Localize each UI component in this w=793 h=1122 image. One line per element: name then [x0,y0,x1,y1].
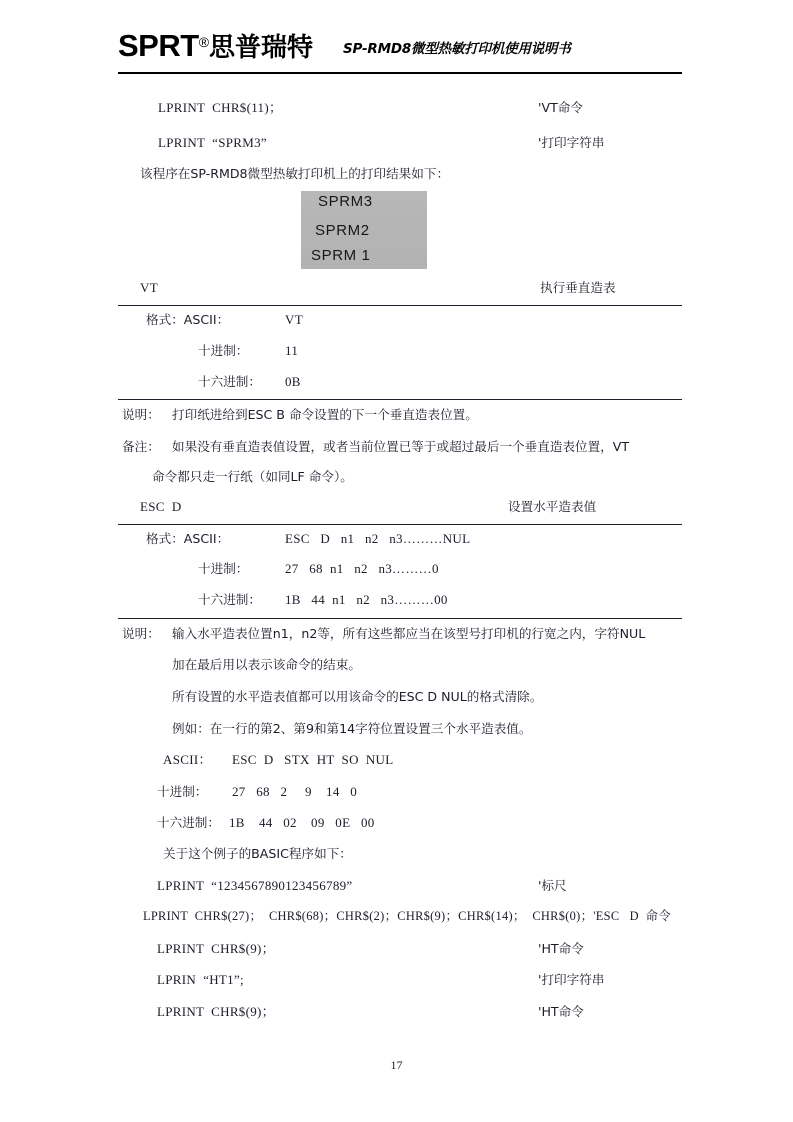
escd-hex-row: 1B 44 n1 n2 n3………00 [285,592,448,607]
escd-note-line-2: 加在最后用以表示该命令的结束。 [172,657,361,672]
escd-note-label: 说明： [122,626,160,641]
vt-note-label: 说明： [122,407,160,422]
basic-comment-ht-2: 'HT命令 [538,1004,584,1019]
escd-example-hex-label: 十六进制： [157,815,220,830]
escd-example-hex-value: 1B 44 02 09 0E 00 [229,815,375,830]
vt-header-divider [118,305,682,306]
escd-ascii-row: ESC D n1 n2 n3………NUL [285,531,471,546]
basic-code-line-3: LPRINT CHR$(9)； [157,941,275,956]
vt-hex-label: 十六进制： [198,374,261,389]
sample-text-line-3: SPRM3 [318,193,373,210]
escd-basic-intro: 关于这个例子的BASIC程序如下： [163,846,352,861]
basic-comment-print-string: '打印字符串 [538,972,605,987]
vt-ascii-value: VT [285,312,303,327]
printed-sample-image [301,191,427,269]
code-line-lprint-sprm3: LPRINT “SPRM3” [158,135,267,150]
basic-code-line-5: LPRINT CHR$(9)； [157,1004,275,1019]
basic-comment-ruler: '标尺 [538,878,567,893]
sample-text-line-1: SPRM 1 [311,247,371,264]
brand-chinese-text: 思普瑞特 [209,33,314,63]
vt-note-text: 打印纸进给到ESC B 命令设置的下一个垂直造表位置。 [172,407,478,422]
escd-note-line-1: 输入水平造表位置n1，n2等，所有这些都应当在该型号打印机的行宽之内，字符NUL [172,626,646,641]
escd-header-divider [118,524,682,525]
vt-decimal-label: 十进制： [198,343,249,358]
comment-print-string: '打印字符串 [538,135,605,150]
sample-text-line-2: SPRM2 [315,222,370,239]
escd-example-ascii-label: ASCII： [163,752,212,767]
escd-example-ascii-value: ESC D STX HT SO NUL [232,752,394,767]
vt-format-divider [118,399,682,400]
vt-remark-label: 备注： [122,439,160,454]
escd-note-line-3: 所有设置的水平造表值都可以用该命令的ESC D NUL的格式清除。 [172,689,543,704]
basic-code-line-1: LPRINT “1234567890123456789” [157,878,353,893]
escd-hex-label: 十六进制： [198,592,261,607]
code-line-lprint-chr11: LPRINT CHR$(11)； [158,100,283,115]
basic-code-line-4: LPRIN “HT1”; [157,972,244,987]
escd-decimal-label: 十进制： [198,561,249,576]
comment-vt-command: 'VT命令 [538,100,583,115]
brand-lockup [118,30,682,61]
escd-note-line-4: 例如：在一行的第2、第9和第14字符位置设置三个水平造表值。 [172,721,532,736]
page-header [118,30,682,78]
basic-code-line-2: LPRINT CHR$(27)； CHR$(68)；CHR$(2)；CHR$(9)；CHR$(14)； CHR$(0)；'ESC D 命令 [143,909,672,923]
vt-command-name: VT [140,280,158,295]
registered-trademark-icon: ® [198,34,210,50]
escd-command-name: ESC D [140,499,182,514]
escd-format-label: 格式：ASCII： [146,531,230,546]
escd-format-divider [118,618,682,619]
header-manual-title: SP-RMD8微型热敏打印机使用说明书 [343,41,571,57]
page-number: 17 [390,1058,403,1072]
escd-command-title: 设置水平造表值 [508,499,597,514]
escd-example-decimal-value: 27 68 2 9 14 0 [232,784,358,799]
header-divider [118,72,682,74]
vt-remark-line-2: 命令都只走一行纸（如同LF 命令）。 [152,469,353,484]
vt-format-label: 格式：ASCII： [146,312,230,327]
intro-paragraph: 该程序在SP-RMD8微型热敏打印机上的打印结果如下： [140,166,450,181]
vt-command-title: 执行垂直造表 [540,280,616,295]
basic-comment-ht-1: 'HT命令 [538,941,584,956]
escd-example-decimal-label: 十进制： [157,784,208,799]
vt-decimal-value: 11 [285,343,299,358]
escd-decimal-row: 27 68 n1 n2 n3………0 [285,561,439,576]
brand-latin-text: SPRT [118,28,199,63]
vt-hex-value: 0B [285,374,301,389]
vt-remark-line-1: 如果没有垂直造表值设置，或者当前位置已等于或超过最后一个垂直造表位置，VT [172,439,630,454]
